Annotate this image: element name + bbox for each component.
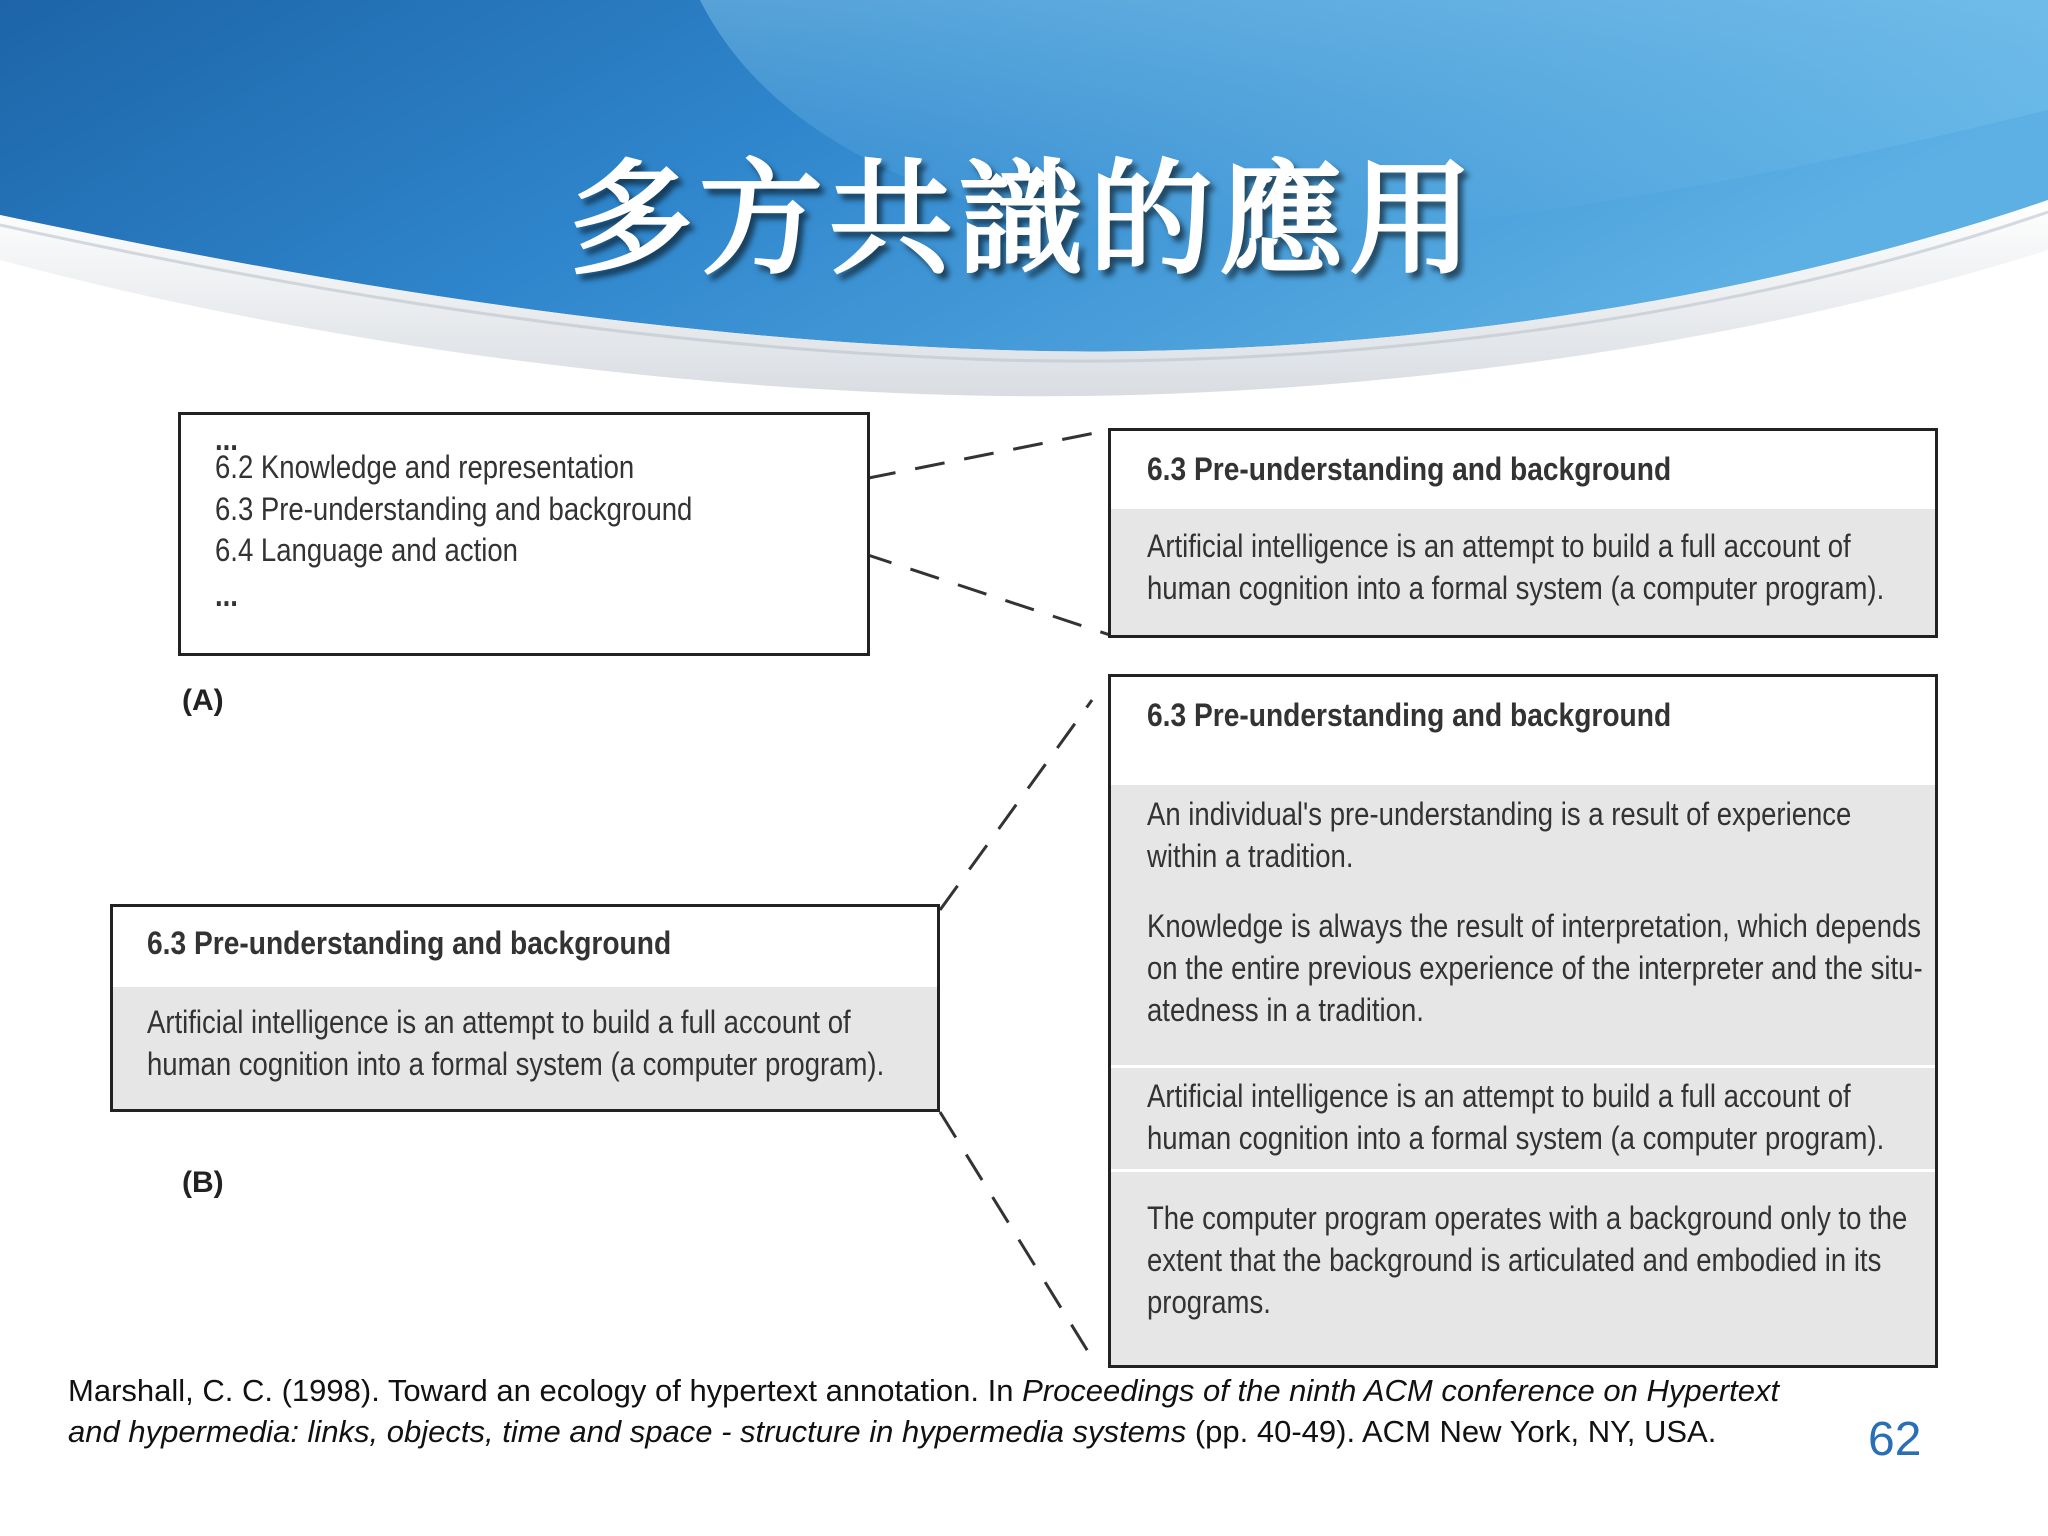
toc-line: ... [215, 577, 238, 613]
section-paragraph: Artificial intelligence is an attempt to build a full account of human cognition into a formal system (a computer program). [147, 1004, 885, 1082]
section-heading: 6.3 Pre-understanding and background [147, 925, 672, 961]
section-box-b-left [110, 904, 940, 1112]
citation-text: Marshall, C. C. (1998). Toward an ecology of hypertext annotation. In [68, 1373, 1023, 1408]
toc-box [178, 412, 870, 656]
slide-title: 多方共識的應用 [568, 148, 1479, 292]
figure-label-a: (A) [182, 684, 224, 717]
paragraph-separator [1111, 1065, 1935, 1068]
citation-venue: Proceedings of the ninth ACM conference on Hypertext and hypermedia: links, objects, time and space - structure in hypermedia systems [68, 1373, 1780, 1449]
section-box-b-right [1108, 674, 1938, 1368]
section-heading: 6.3 Pre-understanding and background [1147, 451, 1672, 487]
section-paragraph: Knowledge is always the result of interpretation, which depends on the entire previous experience of the interpreter and the situ- atedness in a tradition. [1147, 908, 1923, 1028]
toc-line: 6.4 Language and action [215, 532, 518, 568]
section-paragraph: Artificial intelligence is an attempt to build a full account of human cognition into a formal system (a computer program). [1147, 528, 1885, 606]
toc-line: ... [215, 421, 238, 457]
citation [68, 1370, 1828, 1452]
section-box-a [1108, 428, 1938, 638]
section-paragraph: An individual's pre-understanding is a result of experience within a tradition. [1147, 796, 1852, 874]
toc-line: 6.3 Pre-understanding and background [215, 491, 693, 527]
figure-label-b: (B) [182, 1166, 224, 1199]
section-paragraph: Artificial intelligence is an attempt to build a full account of human cognition into a formal system (a computer program). [1147, 1078, 1885, 1156]
citation-text: (pp. 40-49). ACM New York, NY, USA. [1186, 1414, 1717, 1449]
paragraph-separator [1111, 1169, 1935, 1172]
page-number: 62 [1868, 1413, 1922, 1466]
toc-line: 6.2 Knowledge and representation [215, 449, 635, 485]
section-paragraph: The computer program operates with a background only to the extent that the background is articulated and embodied in its programs. [1147, 1200, 1908, 1320]
section-heading: 6.3 Pre-understanding and background [1147, 697, 1672, 733]
